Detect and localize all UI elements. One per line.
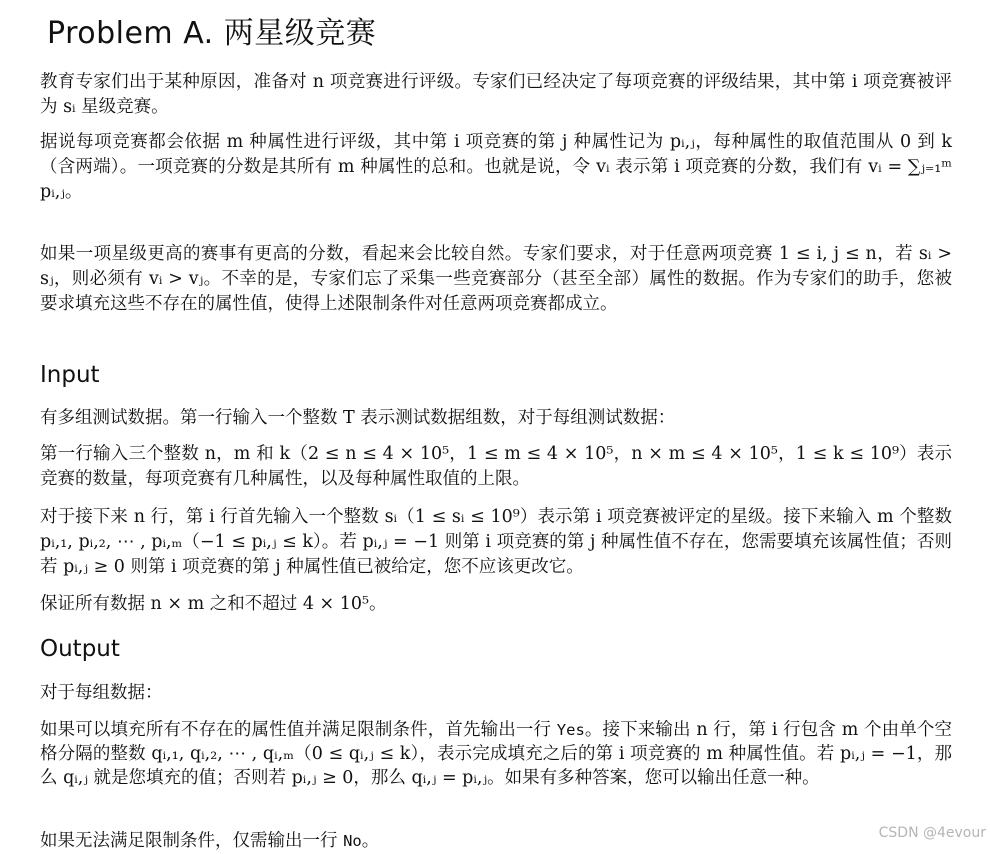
input-heading: Input xyxy=(40,362,100,388)
yes-keyword: Yes xyxy=(556,721,585,739)
output-paragraph-1: 对于每组数据： xyxy=(40,683,163,703)
input-paragraph-3: 对于接下来 n 行，第 i 行首先输入一个整数 sᵢ（1 ≤ sᵢ ≤ 10⁹）表示第 i 项竞赛被评定的星级。接下来输入 m 个整数 pᵢ,₁, pᵢ,₂, ⋯ , pᵢ,ₘ（−1 ≤ pᵢ,ⱼ ≤ k）。若 pᵢ,ⱼ = −1 则第 i 项竞赛的第 j 种属性值不存在，您需要填充该属性值；否则若 pᵢ,ⱼ ≥ 0 则第 i 项竞赛的第 j 种属性值已被给定，您不应该更改它。 xyxy=(40,507,952,577)
watermark: CSDN @4evour xyxy=(878,825,986,841)
no-keyword: No xyxy=(343,832,362,850)
input-paragraph-2: 第一行输入三个整数 n，m 和 k（2 ≤ n ≤ 4 × 10⁵，1 ≤ m ≤ 4 × 10⁵，n × m ≤ 4 × 10⁵，1 ≤ k ≤ 10⁹）表示竞赛的数量，每项竞赛有几种属性，以及每种属性取值的上限。 xyxy=(40,444,952,489)
output-no-text-b: 。 xyxy=(361,831,380,851)
input-paragraph-4: 保证所有数据 n × m 之和不超过 4 × 10⁵。 xyxy=(40,594,387,614)
output-text-b: 。接下来输出 n 行，第 i 行包含 m 个由单个空格分隔的整数 qᵢ,₁, qᵢ,₂, ⋯ , qᵢ,ₘ（0 ≤ qᵢ,ⱼ ≤ k），表示完成填充之后的第 i 项竞赛的 m 种属性值。若 pᵢ,ⱼ = −1，那么 qᵢ,ⱼ 就是您填充的值；否则若 pᵢ,ⱼ ≥ 0，那么 qᵢ,ⱼ = pᵢ,ⱼ。如果有多种答案，您可以输出任意一种。 xyxy=(40,720,952,788)
output-no-text-a: 如果无法满足限制条件，仅需输出一行 xyxy=(40,831,344,851)
statement-paragraph-2: 据说每项竞赛都会依据 m 种属性进行评级，其中第 i 项竞赛的第 j 种属性记为 pᵢ,ⱼ，每种属性的取值范围从 0 到 k（含两端）。一项竞赛的分数是其所有 m 种属性的总和。也就是说，令 vᵢ 表示第 i 项竞赛的分数，我们有 vᵢ = ∑ⱼ₌₁ᵐ pᵢ,ⱼ。 xyxy=(40,132,952,202)
statement-paragraph-1: 教育专家们出于某种原因，准备对 n 项竞赛进行评级。专家们已经决定了每项竞赛的评级结果，其中第 i 项竞赛被评为 sᵢ 星级竞赛。 xyxy=(40,72,952,117)
problem-title: Problem A. 两星级竞赛 xyxy=(47,16,377,51)
output-text-a: 如果可以填充所有不存在的属性值并满足限制条件，首先输出一行 xyxy=(40,720,557,740)
input-paragraph-1: 有多组测试数据。第一行输入一个整数 T 表示测试数据组数，对于每组测试数据： xyxy=(40,408,676,428)
output-paragraph-3 xyxy=(40,829,952,854)
output-paragraph-2 xyxy=(40,718,952,790)
output-heading: Output xyxy=(40,636,120,662)
statement-paragraph-3: 如果一项星级更高的赛事有更高的分数，看起来会比较自然。专家们要求，对于任意两项竞赛 1 ≤ i, j ≤ n，若 sᵢ > sⱼ，则必须有 vᵢ > vⱼ。不幸的是，专家们忘了采集一些竞赛部分（甚至全部）属性的数据。作为专家们的助手，您被要求填充这些不存在的属性值，使得上述限制条件对任意两项竞赛都成立。 xyxy=(40,244,952,314)
